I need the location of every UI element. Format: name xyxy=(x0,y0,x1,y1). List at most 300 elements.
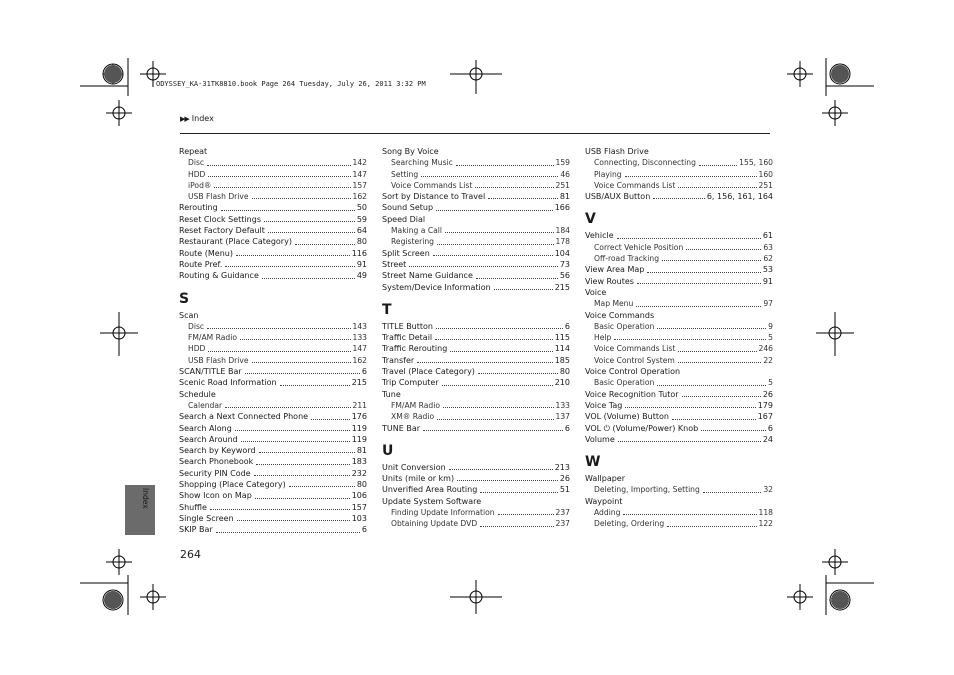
entry-page-ref: 103 xyxy=(351,513,367,523)
entry-page-ref: 142 xyxy=(352,158,367,168)
entry-term: Basic Operation xyxy=(594,321,655,331)
entry-page-ref: 251 xyxy=(555,180,570,190)
index-entry xyxy=(179,434,367,445)
index-subentry xyxy=(585,180,773,191)
dot-leader xyxy=(436,328,563,329)
index-subentry xyxy=(382,236,570,247)
entry-term: Search Around xyxy=(179,434,238,444)
dot-leader xyxy=(678,362,762,363)
entry-term: View Routes xyxy=(585,276,634,286)
index-subentry xyxy=(585,484,773,495)
entry-page-ref: 162 xyxy=(352,355,367,365)
entry-term: Split Screen xyxy=(382,248,430,258)
entry-term: Voice Control System xyxy=(594,355,675,365)
entry-page-ref: 5 xyxy=(768,333,773,343)
entry-term: Reset Factory Default xyxy=(179,226,265,236)
index-entry xyxy=(382,282,570,293)
entry-page-ref: 104 xyxy=(554,248,570,258)
entry-term: Routing & Guidance xyxy=(179,271,259,281)
index-subentry xyxy=(382,507,570,518)
dot-leader xyxy=(295,244,355,245)
index-entry xyxy=(382,191,570,202)
entry-page-ref: 6 xyxy=(564,423,570,433)
index-subentry xyxy=(585,377,773,388)
index-column-2 xyxy=(382,146,570,530)
entry-page-ref: 179 xyxy=(757,400,773,410)
entry-term: Map Menu xyxy=(594,299,634,309)
dot-leader xyxy=(637,283,761,284)
index-group-heading: Waypoint xyxy=(585,496,623,506)
index-group-heading: Repeat xyxy=(179,147,208,156)
entry-term: VOL ⏻ (Volume/Power) Knob xyxy=(585,423,699,433)
entry-page-ref: 80 xyxy=(356,480,367,490)
index-entry xyxy=(179,502,367,513)
entry-page-ref: 26 xyxy=(559,474,570,484)
index-subentry xyxy=(585,355,773,366)
index-entry xyxy=(585,423,773,434)
dot-leader xyxy=(208,176,350,177)
dot-leader xyxy=(255,498,350,499)
index-subentry xyxy=(585,321,773,332)
dot-leader xyxy=(210,509,350,510)
entry-page-ref: 119 xyxy=(351,423,367,433)
index-entry xyxy=(585,400,773,411)
index-group-heading: Voice Control Operation xyxy=(585,367,681,377)
entry-term: FM/AM Radio xyxy=(391,400,440,410)
entry-page-ref: 137 xyxy=(555,412,570,422)
index-letter-heading: U xyxy=(382,442,394,459)
entry-page-ref: 122 xyxy=(758,519,773,529)
dot-leader xyxy=(488,198,558,199)
index-subentry xyxy=(382,225,570,236)
index-subentry xyxy=(179,332,367,343)
index-subentry xyxy=(585,518,773,529)
dot-leader xyxy=(678,187,756,188)
index-entry xyxy=(585,230,773,241)
index-subentry xyxy=(179,180,367,191)
entry-page-ref: 6 xyxy=(361,367,367,377)
page-number: 264 xyxy=(180,548,201,561)
entry-page-ref: 6 xyxy=(361,525,367,535)
entry-term: Show Icon on Map xyxy=(179,491,252,501)
index-entry xyxy=(382,473,570,484)
entry-term: Setting xyxy=(391,169,419,179)
entry-term: Search by Keyword xyxy=(179,446,256,456)
entry-page-ref: 159 xyxy=(555,158,570,168)
entry-page-ref: 46 xyxy=(560,169,570,179)
entry-term: Off-road Tracking xyxy=(594,254,660,264)
entry-term: Obtaining Update DVD xyxy=(391,519,478,529)
index-column-3 xyxy=(585,146,773,530)
entry-page-ref: 91 xyxy=(356,259,367,269)
entry-page-ref: 115 xyxy=(554,333,570,343)
dot-leader xyxy=(457,480,558,481)
entry-page-ref: 119 xyxy=(351,434,367,444)
dot-leader xyxy=(498,514,554,515)
entry-term: Street xyxy=(382,259,407,269)
entry-page-ref: 157 xyxy=(351,502,367,512)
index-entry xyxy=(179,490,367,501)
dot-leader xyxy=(623,514,756,515)
dot-leader xyxy=(662,260,761,261)
index-entry xyxy=(179,377,367,388)
entry-term: Security PIN Code xyxy=(179,468,251,478)
index-entry xyxy=(585,264,773,275)
dot-leader xyxy=(699,165,737,166)
entry-page-ref: 232 xyxy=(351,468,367,478)
dot-leader xyxy=(657,385,766,386)
dot-leader xyxy=(636,306,761,307)
entry-term: Disc xyxy=(188,158,205,168)
breadcrumb-label: Index xyxy=(191,114,214,123)
entry-term: Units (mile or km) xyxy=(382,474,455,484)
entry-page-ref: 213 xyxy=(554,462,570,472)
entry-term: iPod® xyxy=(188,180,212,190)
entry-term: Adding xyxy=(594,508,621,518)
header-rule xyxy=(180,133,770,134)
entry-term: Voice Commands List xyxy=(391,180,473,190)
dot-leader xyxy=(417,362,553,363)
entry-page-ref: 6, 156, 161, 164 xyxy=(706,192,773,202)
dot-leader xyxy=(289,486,355,487)
entry-page-ref: 176 xyxy=(351,412,367,422)
dot-leader xyxy=(252,198,351,199)
dot-leader xyxy=(625,176,757,177)
entry-term: Playing xyxy=(594,169,622,179)
dot-leader xyxy=(259,452,355,453)
dot-leader xyxy=(423,430,563,431)
index-subentry xyxy=(382,411,570,422)
index-entry xyxy=(179,411,367,422)
entry-term: Voice Commands List xyxy=(594,344,676,354)
dot-leader xyxy=(442,385,553,386)
entry-page-ref: 91 xyxy=(762,276,773,286)
index-entry xyxy=(382,321,570,332)
entry-page-ref: 157 xyxy=(352,180,367,190)
section-tab xyxy=(125,485,155,535)
dot-leader xyxy=(475,187,553,188)
entry-page-ref: 118 xyxy=(758,508,773,518)
index-entry xyxy=(382,332,570,343)
entry-term: SCAN/TITLE Bar xyxy=(179,367,242,377)
entry-page-ref: 26 xyxy=(762,389,773,399)
index-group-heading: Schedule xyxy=(179,389,216,399)
entry-term: Route Pref. xyxy=(179,259,223,269)
index-group-heading: Speed Dial xyxy=(382,214,426,224)
index-subentry xyxy=(585,343,773,354)
index-subentry xyxy=(585,332,773,343)
entry-term: SKIP Bar xyxy=(179,525,213,535)
dot-leader xyxy=(225,266,355,267)
dot-leader xyxy=(256,464,349,465)
entry-page-ref: 210 xyxy=(554,378,570,388)
dot-leader xyxy=(449,469,553,470)
dot-leader xyxy=(216,532,360,533)
dot-leader xyxy=(262,278,355,279)
dot-leader xyxy=(701,430,766,431)
dot-leader xyxy=(494,289,553,290)
index-entry xyxy=(179,445,367,456)
entry-page-ref: 184 xyxy=(555,226,570,236)
index-entry xyxy=(382,423,570,434)
entry-page-ref: 147 xyxy=(352,344,367,354)
dot-leader xyxy=(433,255,553,256)
entry-term: Basic Operation xyxy=(594,378,655,388)
index-entry xyxy=(179,225,367,236)
dot-leader xyxy=(625,407,755,408)
entry-term: TUNE Bar xyxy=(382,423,421,433)
entry-page-ref: 49 xyxy=(356,271,367,281)
index-subentry xyxy=(179,157,367,168)
dot-leader xyxy=(225,407,350,408)
index-entry xyxy=(382,462,570,473)
entry-term: USB Flash Drive xyxy=(188,192,249,202)
entry-term: Travel (Place Category) xyxy=(382,367,475,377)
entry-page-ref: 116 xyxy=(351,248,367,258)
dot-leader xyxy=(647,272,760,273)
dot-leader xyxy=(618,441,761,442)
index-entry xyxy=(585,389,773,400)
index-subentry xyxy=(179,191,367,202)
index-subentry xyxy=(179,343,367,354)
entry-page-ref: 59 xyxy=(356,214,367,224)
entry-page-ref: 183 xyxy=(351,457,367,467)
index-subentry xyxy=(382,400,570,411)
entry-page-ref: 50 xyxy=(356,203,367,213)
entry-page-ref: 237 xyxy=(555,508,570,518)
index-group-heading: Tune xyxy=(382,389,401,399)
entry-page-ref: 215 xyxy=(351,378,367,388)
entry-term: HDD xyxy=(188,344,206,354)
entry-term: Deleting, Importing, Setting xyxy=(594,485,700,495)
entry-page-ref: 133 xyxy=(555,400,570,410)
entry-page-ref: 167 xyxy=(757,412,773,422)
entry-term: Street Name Guidance xyxy=(382,271,473,281)
entry-term: Voice Recognition Tutor xyxy=(585,389,679,399)
dot-leader xyxy=(421,176,558,177)
entry-term: USB/AUX Button xyxy=(585,192,651,202)
index-entry xyxy=(585,434,773,445)
breadcrumb xyxy=(180,114,214,123)
entry-term: Traffic Rerouting xyxy=(382,344,448,354)
dot-leader xyxy=(235,430,350,431)
index-entry xyxy=(382,202,570,213)
dot-leader xyxy=(480,492,558,493)
entry-term: HDD xyxy=(188,169,206,179)
dot-leader xyxy=(311,419,350,420)
index-letter-heading: W xyxy=(585,454,601,471)
dot-leader xyxy=(672,419,756,420)
index-letter-heading: S xyxy=(179,290,190,307)
dot-leader xyxy=(667,526,756,527)
entry-term: Route (Menu) xyxy=(179,248,233,258)
index-subentry xyxy=(585,298,773,309)
entry-term: Searching Music xyxy=(391,158,453,168)
entry-page-ref: 24 xyxy=(762,434,773,444)
dot-leader xyxy=(614,339,766,340)
entry-term: Vehicle xyxy=(585,231,614,241)
index-entry xyxy=(179,456,367,467)
index-group-heading: USB Flash Drive xyxy=(585,147,649,156)
entry-term: Sound Setup xyxy=(382,203,434,213)
entry-term: Making a Call xyxy=(391,226,443,236)
entry-term: Traffic Detail xyxy=(382,333,433,343)
entry-page-ref: 81 xyxy=(356,446,367,456)
entry-page-ref: 62 xyxy=(763,254,773,264)
index-entry xyxy=(179,248,367,259)
dot-leader xyxy=(237,520,350,521)
entry-term: Search a Next Connected Phone xyxy=(179,412,309,422)
entry-page-ref: 237 xyxy=(555,519,570,529)
entry-page-ref: 64 xyxy=(356,226,367,236)
index-entry xyxy=(382,377,570,388)
dot-leader xyxy=(437,419,553,420)
dot-leader xyxy=(450,351,552,352)
index-entry xyxy=(179,202,367,213)
entry-term: Transfer xyxy=(382,355,415,365)
index-group-heading: Wallpaper xyxy=(585,474,626,484)
entry-page-ref: 9 xyxy=(768,321,773,331)
entry-page-ref: 56 xyxy=(559,271,570,281)
entry-page-ref: 160 xyxy=(758,169,773,179)
entry-page-ref: 80 xyxy=(559,367,570,377)
index-subentry xyxy=(382,518,570,529)
index-subentry xyxy=(179,321,367,332)
index-subentry xyxy=(585,157,773,168)
entry-term: Help xyxy=(594,333,612,343)
dot-leader xyxy=(436,210,553,211)
entry-term: Disc xyxy=(188,321,205,331)
entry-page-ref: 32 xyxy=(763,485,773,495)
dot-leader xyxy=(280,385,350,386)
index-entry xyxy=(382,366,570,377)
entry-term: VOL (Volume) Button xyxy=(585,412,669,422)
index-group-heading: Update System Software xyxy=(382,496,482,506)
dot-leader xyxy=(703,492,762,493)
dot-leader xyxy=(476,278,558,279)
index-entry xyxy=(382,259,570,270)
index-entry xyxy=(382,270,570,281)
index-group-heading: Song By Voice xyxy=(382,147,439,156)
section-side-label: Index xyxy=(141,488,150,509)
breadcrumb-arrows-icon: ▶▶ xyxy=(180,115,189,123)
index-entry xyxy=(179,423,367,434)
dot-leader xyxy=(264,221,355,222)
index-entry xyxy=(179,259,367,270)
index-subentry xyxy=(382,169,570,180)
entry-page-ref: 185 xyxy=(554,355,570,365)
index-subentry xyxy=(585,169,773,180)
entry-term: Restaurant (Place Category) xyxy=(179,237,292,247)
entry-page-ref: 133 xyxy=(352,333,367,343)
dot-leader xyxy=(443,407,554,408)
entry-term: Calendar xyxy=(188,400,223,410)
entry-term: System/Device Information xyxy=(382,282,491,292)
dot-leader xyxy=(445,232,553,233)
dot-leader xyxy=(214,187,350,188)
entry-term: Shuffle xyxy=(179,502,207,512)
entry-page-ref: 61 xyxy=(762,231,773,241)
index-letter-heading: V xyxy=(585,211,596,228)
index-entry xyxy=(585,191,773,202)
index-entry xyxy=(382,355,570,366)
dot-leader xyxy=(245,373,360,374)
index-letter-heading: T xyxy=(382,301,392,318)
entry-page-ref: 162 xyxy=(352,192,367,202)
index-subentry xyxy=(179,400,367,411)
index-group-heading: Scan xyxy=(179,310,199,320)
index-entry xyxy=(585,276,773,287)
dot-leader xyxy=(268,232,355,233)
entry-page-ref: 51 xyxy=(559,485,570,495)
index-entry xyxy=(179,270,367,281)
dot-leader xyxy=(686,249,761,250)
entry-page-ref: 215 xyxy=(554,282,570,292)
dot-leader xyxy=(480,526,553,527)
index-subentry xyxy=(382,180,570,191)
entry-page-ref: 251 xyxy=(758,180,773,190)
dot-leader xyxy=(409,266,558,267)
dot-leader xyxy=(241,441,350,442)
entry-term: FM/AM Radio xyxy=(188,333,237,343)
index-entry xyxy=(179,236,367,247)
dot-leader xyxy=(221,210,355,211)
index-subentry xyxy=(585,507,773,518)
entry-page-ref: 166 xyxy=(554,203,570,213)
index-subentry xyxy=(179,355,367,366)
index-entry xyxy=(382,484,570,495)
dot-leader xyxy=(207,328,350,329)
index-entry xyxy=(179,468,367,479)
index-entry xyxy=(179,214,367,225)
entry-page-ref: 211 xyxy=(352,400,367,410)
entry-page-ref: 81 xyxy=(559,192,570,202)
entry-term: Reset Clock Settings xyxy=(179,214,261,224)
entry-term: USB Flash Drive xyxy=(188,355,249,365)
entry-page-ref: 73 xyxy=(559,259,570,269)
entry-page-ref: 22 xyxy=(763,355,773,365)
entry-page-ref: 147 xyxy=(352,169,367,179)
entry-term: Trip Computer xyxy=(382,378,439,388)
dot-leader xyxy=(435,339,553,340)
entry-term: Rerouting xyxy=(179,203,218,213)
index-subentry xyxy=(585,253,773,264)
entry-page-ref: 6 xyxy=(767,423,773,433)
dot-leader xyxy=(208,351,350,352)
entry-term: Registering xyxy=(391,237,435,247)
dot-leader xyxy=(240,339,351,340)
entry-term: Correct Vehicle Position xyxy=(594,242,684,252)
entry-term: Scenic Road Information xyxy=(179,378,277,388)
dot-leader xyxy=(678,351,756,352)
index-subentry xyxy=(179,169,367,180)
entry-term: Unverified Area Routing xyxy=(382,485,478,495)
index-entry xyxy=(179,366,367,377)
dot-leader xyxy=(252,362,351,363)
dot-leader xyxy=(682,396,761,397)
index-entry xyxy=(179,524,367,535)
entry-page-ref: 80 xyxy=(356,237,367,247)
entry-term: Volume xyxy=(585,434,615,444)
entry-page-ref: 53 xyxy=(762,265,773,275)
entry-page-ref: 106 xyxy=(351,491,367,501)
entry-term: Deleting, Ordering xyxy=(594,519,665,529)
entry-term: View Area Map xyxy=(585,265,645,275)
index-subentry xyxy=(585,242,773,253)
entry-term: Connecting, Disconnecting xyxy=(594,158,696,168)
dot-leader xyxy=(653,198,705,199)
entry-term: Sort by Distance to Travel xyxy=(382,192,486,202)
